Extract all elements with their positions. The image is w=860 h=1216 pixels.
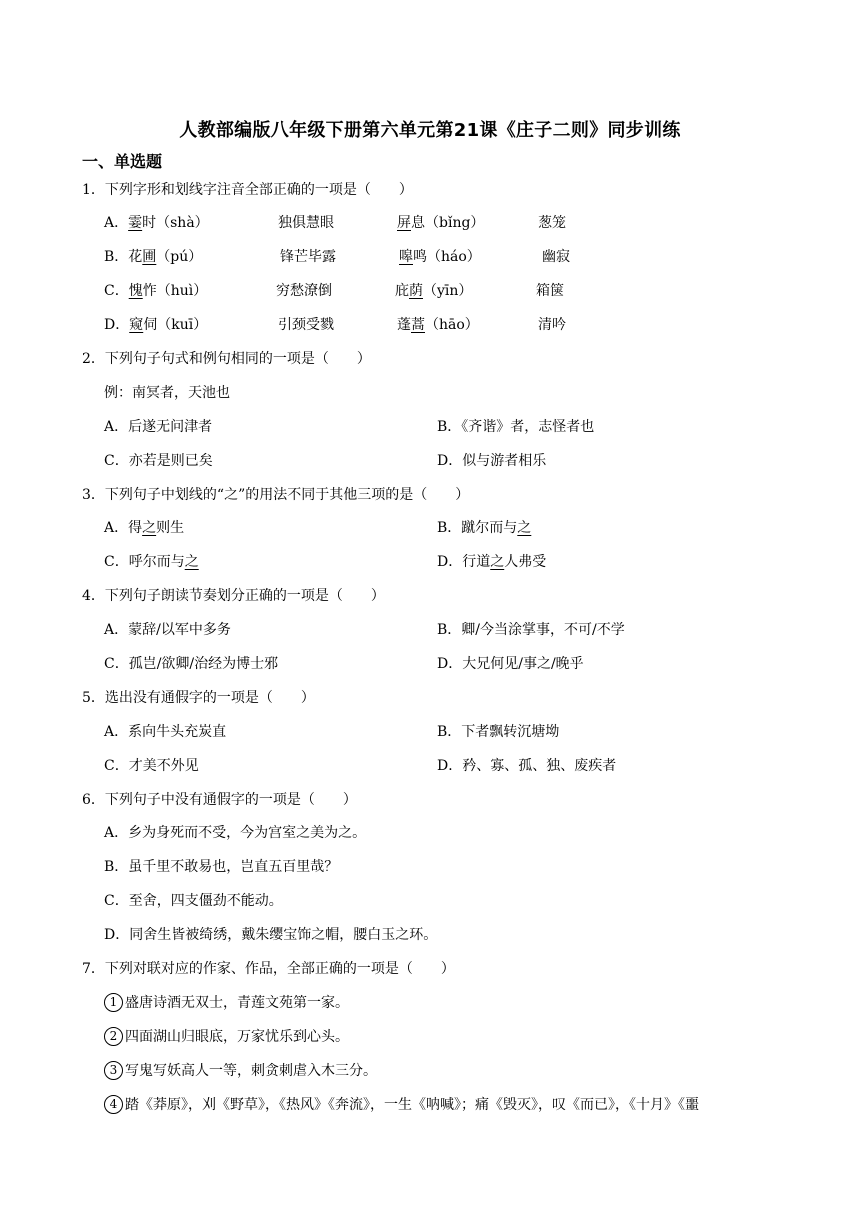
underlined-char: 愧: [128, 283, 143, 299]
question-5-option-b: B．下者飘转沉塘坳: [437, 724, 560, 740]
item-text: 踏《莽原》，刈《野草》，《热风》《奔流》，一生《呐喊》；痛《毁灭》，叹《而已》，《十月》《噩: [125, 1097, 699, 1113]
question-6-stem: 6．下列句子中没有通假字的一项是（ ）: [82, 792, 357, 808]
underlined-char: 圃: [142, 249, 157, 265]
option-text: 庇: [395, 283, 409, 299]
circled-number: 3: [104, 1061, 123, 1080]
option-label: C．: [104, 283, 129, 299]
question-4-option-b: B．卿/今当涂掌事，不可/不学: [437, 622, 625, 638]
underlined-char: 荫: [409, 283, 423, 299]
option-text: 幽寂: [542, 249, 570, 265]
question-3-option-d: [437, 552, 546, 572]
option-text: 箱箧: [536, 283, 564, 299]
underlined-char: 窥: [129, 317, 144, 333]
option-text: 清吟: [538, 317, 566, 333]
question-1-stem: 1．下列字形和划线字注音全部正确的一项是（ ）: [82, 182, 413, 198]
question-4-option-a: A．蒙辞/以军中多务: [104, 622, 231, 638]
item-text: 写鬼写妖高人一等，刺贪刺虐入木三分。: [125, 1063, 377, 1079]
underlined-char: 之: [142, 520, 157, 536]
option-text: 人弗受: [504, 554, 547, 570]
option-text: 鸣（háo）: [413, 249, 481, 265]
underlined-char: 之: [184, 554, 199, 570]
option-text: C．呼尔而与: [104, 554, 185, 570]
option-text: 独俱慧眼: [278, 215, 334, 231]
option-text: （pú）: [156, 249, 203, 265]
question-2-stem: 2．下列句子句式和例句相同的一项是（ ）: [82, 351, 371, 367]
option-text: （yīn）: [423, 283, 473, 299]
question-7-item-2: [104, 1027, 349, 1047]
item-text: 盛唐诗酒无双士，青莲文苑第一家。: [125, 995, 349, 1011]
option-text: 引颈受戮: [278, 317, 334, 333]
question-3-option-b: [437, 518, 531, 538]
option-text: 怍（huì）: [142, 283, 208, 299]
option-text: B．蹴尔而与: [437, 520, 518, 536]
question-5-stem: 5．选出没有通假字的一项是（ ）: [82, 690, 315, 706]
question-5-option-d: D．矜、寡、孤、独、废疾者: [437, 758, 617, 774]
option-text: D．行道: [437, 554, 491, 570]
option-text: 伺（kuī）: [143, 317, 208, 333]
circled-number: 4: [104, 1095, 123, 1114]
underlined-char: 霎: [128, 215, 143, 231]
item-text: 四面湖山归眼底，万家忧乐到心头。: [125, 1029, 349, 1045]
underlined-char: 蒿: [411, 317, 425, 333]
question-6-option-b: B．虽千里不敢易也，岂直五百里哉？: [104, 859, 339, 875]
question-4-stem: 4．下列句子朗读节奏划分正确的一项是（ ）: [82, 588, 385, 604]
option-text: 穷愁潦倒: [276, 283, 332, 299]
underlined-char: 之: [490, 554, 505, 570]
question-2-option-b: B．《齐谐》者，志怪者也: [437, 419, 595, 435]
question-7-item-1: [104, 993, 349, 1013]
option-label: A．: [104, 215, 129, 231]
question-2-example: 例：南冥者，天池也: [104, 385, 230, 401]
question-4-option-d: D．大兄何见/事之/晚乎: [437, 656, 584, 672]
question-6-option-c: C．至舍，四支僵劲不能动。: [104, 893, 283, 909]
underlined-char: 嗥: [399, 249, 413, 265]
document-title: 人教部编版八年级下册第六单元第21课《庄子二则》同步训练: [179, 120, 681, 141]
option-text: 时（shà）: [142, 215, 209, 231]
question-7-item-3: [104, 1061, 377, 1081]
option-text: 花: [128, 249, 143, 265]
option-text: （hāo）: [425, 317, 479, 333]
option-text: 蓬: [397, 317, 411, 333]
question-3-option-a: [104, 518, 184, 538]
option-text: 则生: [156, 520, 185, 536]
question-6-option-a: A．乡为身死而不受，今为宫室之美为之。: [104, 825, 367, 841]
question-3-stem: 3．下列句子中划线的“之”的用法不同于其他三项的是（ ）: [82, 487, 470, 503]
option-text: A．得: [104, 520, 143, 536]
question-5-option-a: A．系向牛头充炭直: [104, 724, 227, 740]
circled-number: 1: [104, 993, 123, 1012]
section-heading: 一、单选题: [82, 152, 163, 171]
option-text: 葱笼: [538, 215, 566, 231]
option-text: 锋芒毕露: [280, 249, 336, 265]
question-6-option-d: D．同舍生皆被绮绣，戴朱缨宝饰之帽，腰白玉之环。: [104, 927, 438, 943]
question-2-option-c: C．亦若是则已矣: [104, 453, 213, 469]
underlined-char: 之: [517, 520, 532, 536]
option-label: B．: [104, 249, 129, 265]
question-7-stem: 7．下列对联对应的作家、作品，全部正确的一项是（ ）: [82, 961, 455, 977]
circled-number: 2: [104, 1027, 123, 1046]
question-7-item-4: [104, 1095, 774, 1115]
option-label: D．: [104, 317, 130, 333]
underlined-char: 屏: [397, 215, 411, 231]
question-3-option-c: [104, 552, 199, 572]
question-2-option-d: D．似与游者相乐: [437, 453, 547, 469]
question-2-option-a: A．后遂无问津者: [104, 419, 213, 435]
question-5-option-c: C．才美不外见: [104, 758, 199, 774]
question-4-option-c: C．孤岂/欲卿/治经为博士邪: [104, 656, 279, 672]
option-text: 息（bǐng）: [411, 215, 485, 231]
